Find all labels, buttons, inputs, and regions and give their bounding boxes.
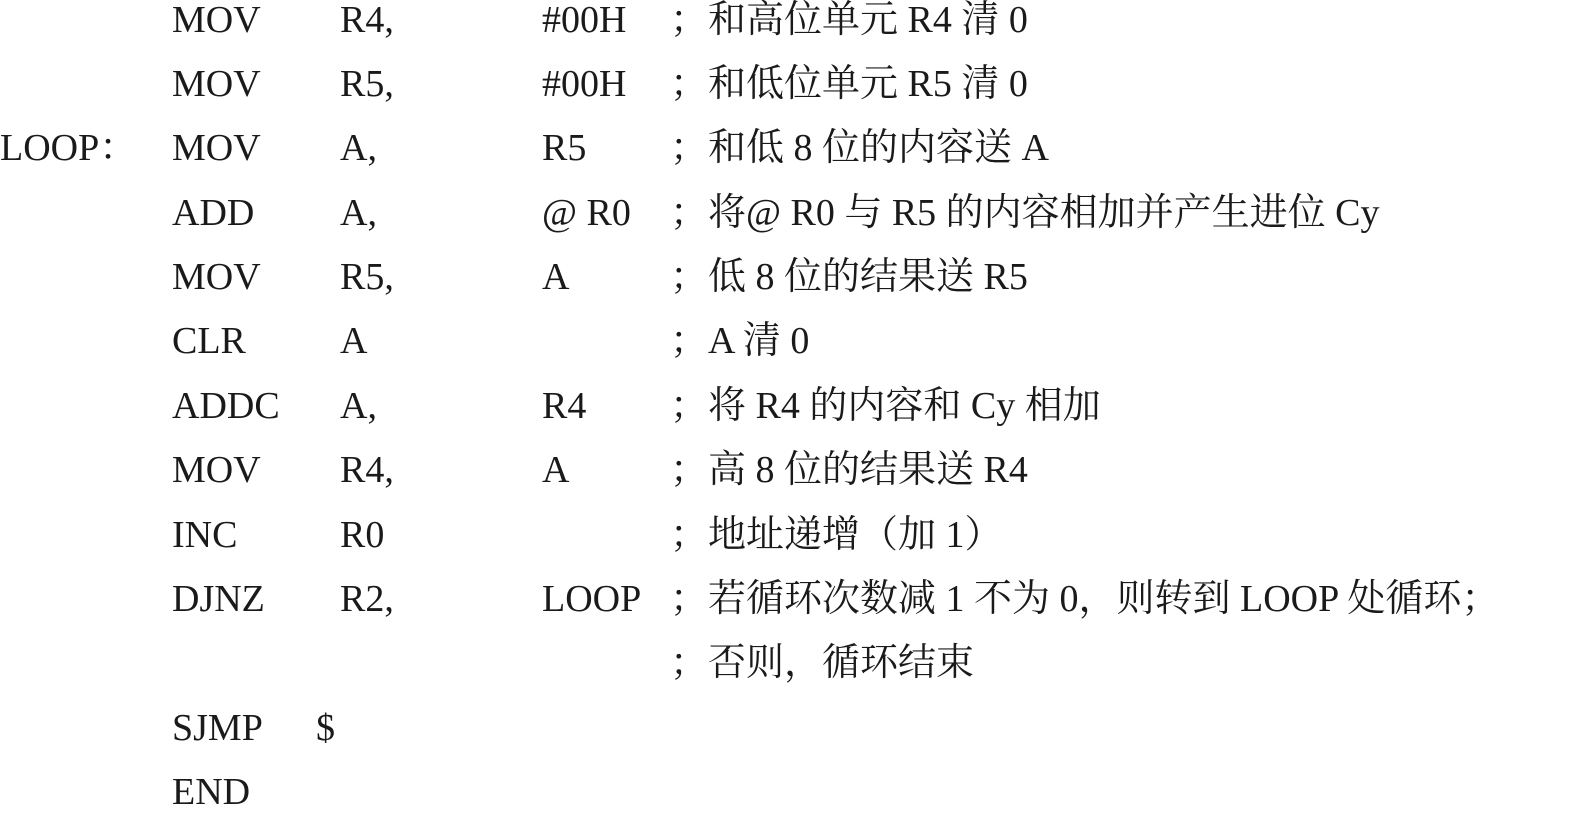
operand-1: R2,: [340, 578, 394, 620]
line-comment: ；和低位单元 R5 清 0: [670, 63, 1028, 105]
operand-2: A: [542, 449, 570, 491]
code-line: [0, 633, 1596, 693]
line-comment: ；和高位单元 R4 清 0: [670, 0, 1028, 41]
code-line: [0, 183, 1596, 243]
instruction-mnemonic: MOV: [172, 449, 261, 491]
operand-2: R4: [542, 385, 587, 427]
line-comment: ；和低 8 位的内容送 A: [670, 127, 1049, 169]
line-comment: ；若循环次数减 1 不为 0，则转到 LOOP 处循环；: [670, 578, 1500, 620]
operand-1: A,: [340, 385, 377, 427]
line-comment: ；将@ R0 与 R5 的内容相加并产生进位 Cy: [670, 192, 1380, 234]
operand-1: A,: [340, 127, 377, 169]
instruction-mnemonic: MOV: [172, 63, 261, 105]
code-line: [0, 762, 1596, 822]
operand-2: #00H: [542, 0, 627, 41]
code-line: [0, 698, 1596, 758]
instruction-mnemonic: ADDC: [172, 385, 280, 427]
operand-2: @ R0: [542, 192, 631, 234]
operand-1: $: [316, 707, 335, 749]
code-line: [0, 54, 1596, 114]
operand-1: R4,: [340, 0, 394, 41]
instruction-mnemonic: SJMP: [172, 707, 263, 749]
instruction-mnemonic: ADD: [172, 192, 255, 234]
operand-1: R5,: [340, 256, 394, 298]
instruction-mnemonic: INC: [172, 514, 238, 556]
operand-2: R5: [542, 127, 587, 169]
operand-2: LOOP: [542, 578, 642, 620]
line-comment: ；将 R4 的内容和 Cy 相加: [670, 385, 1101, 427]
operand-1: R4,: [340, 449, 394, 491]
operand-2: A: [542, 256, 570, 298]
line-comment: ；地址递增（加 1）: [670, 514, 1003, 556]
line-comment: ；A 清 0: [670, 320, 810, 362]
code-line: [0, 0, 1596, 50]
instruction-mnemonic: END: [172, 771, 251, 813]
code-line: [0, 440, 1596, 500]
line-comment: ；高 8 位的结果送 R4: [670, 449, 1028, 491]
operand-1: R0: [340, 514, 385, 556]
operand-1: A,: [340, 192, 377, 234]
instruction-mnemonic: CLR: [172, 320, 246, 362]
code-line: [0, 569, 1596, 629]
line-comment: ；否则，循环结束: [670, 642, 975, 684]
operand-1: A: [340, 320, 368, 362]
code-line: [0, 505, 1596, 565]
operand-2: #00H: [542, 63, 627, 105]
code-line: [0, 376, 1596, 436]
instruction-mnemonic: MOV: [172, 256, 261, 298]
instruction-mnemonic: MOV: [172, 127, 261, 169]
instruction-mnemonic: MOV: [172, 0, 261, 41]
line-comment: ；低 8 位的结果送 R5: [670, 256, 1028, 298]
operand-1: R5,: [340, 63, 394, 105]
code-line: [0, 118, 1596, 178]
line-label: LOOP：: [0, 127, 138, 169]
instruction-mnemonic: DJNZ: [172, 578, 265, 620]
code-line: [0, 311, 1596, 371]
code-line: [0, 247, 1596, 307]
